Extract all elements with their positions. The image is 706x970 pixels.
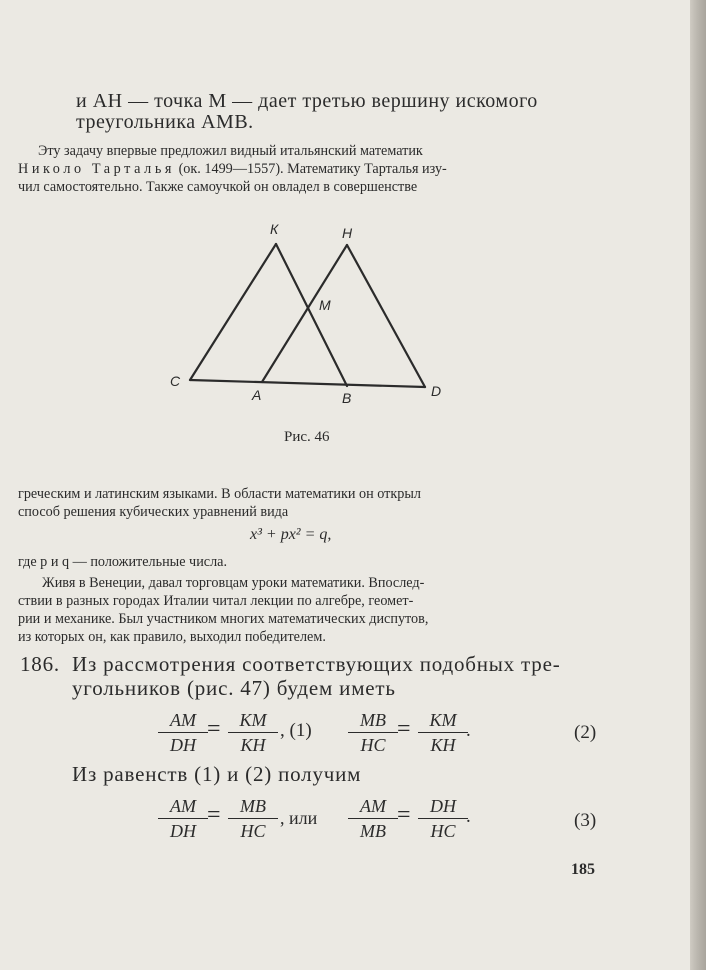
text-line: и AH — точка M — дает третью вершину искомого <box>76 90 538 112</box>
fraction-AM-MB: $\frac{AM}{MB}$ <box>348 796 398 841</box>
equation-label-1: , (1) <box>280 720 312 741</box>
figure-46 <box>0 0 690 440</box>
fraction-KM-KH: $\frac{KM}{KH}$ <box>228 710 278 755</box>
bio-line: греческим и латинским языками. В области математики он открыл <box>18 486 421 502</box>
cubic-formula: x³ + px² = q, <box>250 526 332 543</box>
line-CK <box>190 244 276 380</box>
line-HD <box>347 245 425 387</box>
label-C: С <box>170 373 181 389</box>
bio-line: рии и механике. Был участником многих математических диспутов, <box>18 611 429 627</box>
label-B: В <box>342 390 352 406</box>
mathematician-name: Николо Тарталья <box>18 161 176 177</box>
line-KB <box>276 244 347 386</box>
problem-line: угольников (рис. 47) будем иметь <box>72 676 396 700</box>
problem-line: Из рассмотрения соответствующих подобных тре- <box>72 652 561 676</box>
note-line: Эту задачу впервые предложил видный итальянский математик <box>38 143 423 159</box>
problem-line: Из равенств (1) и (2) получим <box>72 762 362 786</box>
text-line: треугольника AMB. <box>76 111 254 133</box>
equation-period: . <box>466 806 471 827</box>
equals-sign: = <box>397 716 411 742</box>
line-CD <box>190 380 425 387</box>
fraction-MB-HC: $\frac{MB}{HC}$ <box>348 710 398 755</box>
note-line: Николо Тарталья (ок. 1499—1557). Математику Тарталья изу- <box>18 161 447 177</box>
note-line: чил самостоятельно. Также самоучкой он овладел в совершенстве <box>18 179 418 195</box>
bio-line: Живя в Венеции, давал торговцам уроки математики. Впослед- <box>42 575 425 591</box>
fraction-KM-KH: $\frac{KM}{KH}$ <box>418 710 468 755</box>
fraction-AM-DH: $\frac{AM}{DH}$ <box>158 710 208 755</box>
label-K: К <box>270 221 279 237</box>
fraction-DH-HC: $\frac{DH}{HC}$ <box>418 796 468 841</box>
page-number: 185 <box>571 861 595 878</box>
label-H: Н <box>342 225 353 241</box>
equals-sign: = <box>207 802 221 828</box>
figure-caption: Рис. 46 <box>284 429 330 445</box>
equals-sign: = <box>207 716 221 742</box>
bio-line: способ решения кубических уравнений вида <box>18 504 289 520</box>
book-spine <box>690 0 706 970</box>
bio-line: ствии в разных городах Италии читал лекции по алгебре, геомет- <box>18 593 414 609</box>
problem-number: 186. <box>20 652 60 676</box>
or-word: , или <box>280 808 318 828</box>
equals-sign: = <box>397 802 411 828</box>
bio-line: из которых он, как правило, выходил победителем. <box>18 629 326 645</box>
equation-period: . <box>466 720 471 741</box>
label-A: А <box>252 387 262 403</box>
equation-number-3: (3) <box>574 810 597 831</box>
label-D: D <box>431 383 442 399</box>
fraction-AM-DH: $\frac{AM}{DH}$ <box>158 796 208 841</box>
label-M: М <box>319 297 331 313</box>
fraction-MB-HC: $\frac{MB}{HC}$ <box>228 796 278 841</box>
equation-number-2: (2) <box>574 722 597 743</box>
bio-line: где p и q — положительные числа. <box>18 554 228 570</box>
